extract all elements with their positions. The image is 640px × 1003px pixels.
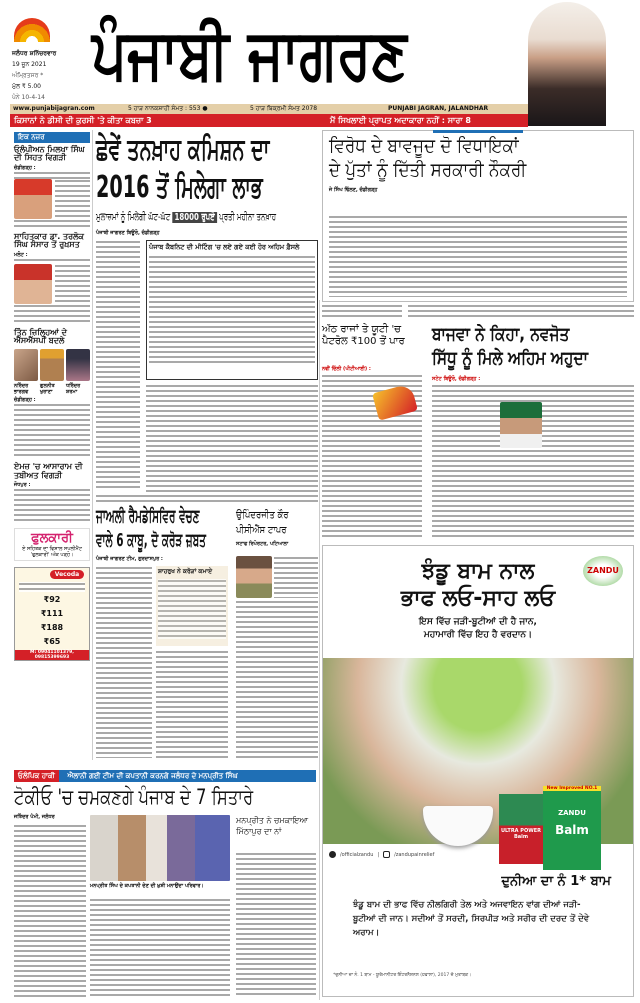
- publisher: PUNJABI JAGRAN, JALANDHAR: [388, 105, 489, 112]
- remdesivir-headline-line1: ਜਾਅਲੀ ਰੈਮਡੇਸਿਵਿਰ ਵੇਚਣ: [96, 506, 200, 527]
- ad-price: ₹188: [40, 623, 64, 633]
- masthead-title: ਪੰਜਾਬੀ ਜਾਗਰਣ: [92, 13, 407, 95]
- edition-city: ਅੰਮ੍ਰਿਤਸਰ *: [12, 72, 44, 79]
- ad-tagline-line2: ਮਹਾਮਾਰੀ ਵਿੱਚ ਇਹ ਹੈ ਵਰਦਾਨ।: [423, 630, 533, 641]
- remdesivir-dateline: ਪੰਜਾਬੀ ਜਾਗਰਣ ਟੀਮ, ਗੁਰਦਾਸਪੁਰ :: [96, 556, 163, 562]
- ad-tagline-line1: ਇਸ ਵਿੱਚ ਜੜੀ-ਬੂਟੀਆਂ ਦੀ ਹੈ ਜਾਨ,: [419, 617, 537, 628]
- pack2-brand: ZANDU: [558, 809, 586, 817]
- bajwa-headline: [432, 326, 632, 369]
- ad-headline-line2: ਭਾਫ ਲਓ-ਸਾਹ ਲਓ: [400, 586, 556, 612]
- ultra-power-pack: [499, 794, 543, 864]
- mla-dateline: ਜੇ ਸਿੰਘ ਢਿੱਲਣ, ਚੰਡੀਗੜ੍ਹ: [329, 186, 378, 193]
- website-link[interactable]: www.punjabijagran.com: [13, 105, 95, 112]
- lead-headline: [96, 134, 318, 203]
- ad-claim: ਦੁਨੀਆ ਦਾ ਨੰ 1* ਬਾਮ: [501, 874, 611, 889]
- cover-photo: [528, 2, 606, 126]
- ad-price: ₹92: [43, 595, 61, 605]
- brief-dateline: ਚੰਡੀਗੜ੍ਹ :: [14, 164, 36, 171]
- milkha-singh-photo: [14, 179, 52, 219]
- ssp-name: ਧਰਿੰਦਰ ਸ਼ਰਮਾ: [66, 383, 81, 396]
- pack1-label: ULTRA POWER: [501, 828, 541, 834]
- pcs-headline-line1: ਉਪਿੰਦਰਜੀਤ ਕੌਰ: [236, 510, 289, 521]
- sports-kicker-text: ਐਲਾਨੀ ਗਈ ਟੀਮ ਦੀ ਕਪਤਾਨੀ ਕਰਨਗੇ ਜਲੰਧਰ ਦੇ ਮਨਪ੍ਰੀਤ ਸਿੰਘ: [67, 772, 238, 780]
- classified-ad[interactable]: [14, 567, 90, 661]
- ad-price: ₹65: [43, 637, 61, 647]
- pack2-label: Balm: [555, 823, 589, 837]
- mla-story-box: [322, 130, 634, 302]
- lead-dateline: ਪੰਜਾਬੀ ਜਾਗਰਣ ਬਿਊਰੋ, ਚੰਡੀਗੜ੍ਹ: [96, 230, 160, 236]
- cabinet-box-title: ਪੰਜਾਬ ਕੈਬਨਿਟ ਦੀ ਮੀਟਿੰਗ 'ਚ ਲਏ ਗਏ ਕਈ ਹੋਰ ਅਹਿਮ ਫ਼ੈਸਲੇ: [149, 243, 300, 251]
- pcs-dateline: ਸਟਾਫ ਰਿਪੋਰਟਰ, ਪਟਿਆਲਾ: [236, 541, 289, 547]
- brief-headline: ਤਿੰਨ ਜ਼ਿਲ੍ਹਿਆਂ ਦੇ ਐੱਸਐੱਸਪੀ ਬਦਲੇ: [14, 327, 67, 345]
- page-count: ਪੰਨੇ 10-4-14: [12, 94, 45, 101]
- ssp-photo: [40, 349, 64, 381]
- ssp-name: ਨਰਿੰਦਰ ਭਾਰਗਵ: [14, 383, 29, 396]
- phulkari-title: ਫੁਲਕਾਰੀ: [31, 531, 73, 547]
- pcs-headline-line2: ਪੀਸੀਐੱਸ ਟਾਪਰ: [236, 525, 287, 536]
- issue-date: 19 ਜੂਨ 2021: [12, 61, 47, 68]
- sub-highlight: 18000 ਰੁਪਏ: [172, 212, 217, 223]
- bajwa-headline-line2: ਸਿੱਧੂ ਨੂੰ ਮਿਲੇ ਅਹਿਮ ਅਹੁਦਾ: [432, 347, 588, 369]
- instagram-icon: [383, 851, 390, 858]
- petrol-dateline: ਨਵੀਂ ਦਿੱਲੀ (ਪੀਟੀਆਈ) :: [322, 366, 371, 372]
- manpreet-family-photo: [90, 815, 230, 881]
- remdesivir-headline: [96, 508, 230, 551]
- brief-headline: ਓਲੰਪੀਅਨ ਮਿਲਖਾ ਸਿੰਘ ਦੀ ਸਿਹਤ ਵਿਗੜੀ: [14, 145, 85, 163]
- bajwa-headline-line1: ਬਾਜਵਾ ਨੇ ਕਿਹਾ, ਨਵਜੋਤ: [432, 324, 570, 345]
- sub-text: ਪ੍ਰਤੀ ਮਹੀਨਾ ਤਨਖ਼ਾਹ: [219, 212, 277, 223]
- shahrukh-box-title: ਸ਼ਾਹਰੁਖ ਨੇ ਕਰੋੜਾਂ ਕਮਾਏ: [158, 568, 213, 575]
- remdesivir-headline-line2: ਵਾਲੇ 6 ਕਾਬੂ, ਦੋ ਕਰੋੜ ਜ਼ਬਤ: [96, 529, 206, 551]
- ad-phone: M: 09041101379, 09815399693: [15, 650, 89, 660]
- zandu-ad[interactable]: ZANDU ਝੰਡੂ ਬਾਮ ਨਾਲ ਭਾਫ ਲਓ-ਸਾਹ ਲਓ ਇਸ ਵਿੱਚ ਜੜੀ-ਬੂਟੀਆਂ ਦੀ ਹੈ ਜਾਨ, ਮਹਾਮਾਰੀ ਵਿੱਚ ਇਹ ਹੈ ਵਰਦਾਨ। ULTRA POWER Balm New Improved NO.1 ZANDU Balm /officialzandu | /zandupainrelief ਦੁਨੀਆ ਦਾ ਨੰ 1* ਬਾਮ ਝੰਡੂ ਬਾਮ ਦੀ ਭਾਫ ਵਿੱਚ ਨੀਲਗਿਰੀ ਤੇਲ ਅਤੇ ਅਜਵਾਇਨ ਵਾਂਗ ਦੀਆਂ ਜੜੀ-ਬੂਟੀਆਂ ਦੀ ਜਾਨ। ਸਦੀਆਂ ਤੋਂ ਸਰਦੀ, ਸਿਰਪੀੜ ਅਤੇ ਸਰੀਰ ਦੀ ਦਰਦ ਤੋਂ ਦੇਵੇ ਅਰਾਮ। *ਦੁਨੀਆ ਦਾ ਨੰ. 1 ਬਾਮ - ਯੂਰੋਮਾਨੀਟਰ ਇੰਟਰਨੈਸ਼ਨਲ (ਹਵਾਲਾ), 2017 ਦੇ ਮੁਤਾਬਕ।: [322, 545, 634, 997]
- lead-subheadline: [96, 212, 276, 223]
- instagram-handle[interactable]: /zandupainrelief: [394, 851, 435, 858]
- teaser-strip: [10, 114, 528, 127]
- upinderjit-photo: [236, 556, 272, 598]
- price: ਮੁੱਲ ₹ 5.00: [12, 83, 41, 90]
- sports-dateline: ਜਤਿੰਦਰ ਪੰਮੀ, ਜਲੰਧਰ: [14, 814, 55, 820]
- ad-body: ਝੰਡੂ ਬਾਮ ਦੀ ਭਾਫ ਵਿੱਚ ਨੀਲਗਿਰੀ ਤੇਲ ਅਤੇ ਅਜਵਾਇਨ ਵਾਂਗ ਦੀਆਂ ਜੜੀ-ਬੂਟੀਆਂ ਦੀ ਜਾਨ। ਸਦੀਆਂ ਤੋਂ ਸਰਦੀ, ਸਿਰਪੀੜ ਅਤੇ ਸਰੀਰ ਦੀ ਦਰਦ ਤੋਂ ਦੇਵੇ ਅਰਾਮ।: [353, 900, 590, 938]
- lead-headline-line1: ਛੇਵੇਂ ਤਨਖ਼ਾਹ ਕਮਿਸ਼ਨ ਦਾ: [96, 132, 270, 167]
- pcs-headline: [236, 508, 318, 538]
- pack2-badge: New Improved NO.1: [543, 786, 601, 791]
- brief-dateline: ਮਲੋਟ :: [14, 251, 28, 258]
- photo-caption: ਮਨਪ੍ਰੀਤ ਸਿੰਘ ਦੇ ਕਪਤਾਨੀ ਦੇਣ ਦੀ ਖ਼ੁਸ਼ੀ ਮਨਾਉਂਦਾ ਪਰਿਵਾਰ।: [90, 883, 204, 889]
- edition-info: [12, 48, 82, 103]
- ad-brand: Vecoda: [50, 570, 84, 579]
- brief-headline: ਏਮਜ਼ 'ਚ ਆਸਾਰਾਮ ਦੀ ਤਬੀਅਤ ਵਿਗੜੀ: [14, 462, 83, 480]
- ad-price: ₹111: [40, 609, 64, 619]
- phulkari-text: ਏ ਸਹਿਤਕ ਦਾ ਵਿਸ਼ਾਲ ਸਪਲੀਮੈਂਟ 'ਫੁਲਕਾਰੀ' ਅੰਕ ਪੜ੍ਹੋ।: [22, 546, 82, 559]
- tarlok-singh-photo: [14, 264, 52, 304]
- edition-label: ਜਲੰਧਰ ਸ਼ਨਿੱਚਰਵਾਰ: [12, 50, 57, 57]
- balm-pack: [543, 786, 601, 870]
- shahrukh-box: [156, 566, 228, 646]
- phulkari-promo[interactable]: [14, 528, 90, 561]
- cabinet-box: [146, 240, 318, 380]
- info-strip: [10, 104, 528, 114]
- sports-headline: ਟੋਕੀਓ 'ਚ ਚਮਕਣਗੇ ਪੰਜਾਬ ਦੇ 7 ਸਿਤਾਰੇ: [14, 785, 254, 809]
- left-column: [14, 132, 90, 661]
- sports-kicker: ਓਲੰਪਿਕ ਹਾਕੀ: [14, 770, 59, 782]
- teaser-right[interactable]: ਮੈਂ ਸਿਖਲਾਈ ਪ੍ਰਾਪਤ ਅਦਾਕਾਰਾ ਨਹੀਂ : ਸਾਰਾ 8: [330, 116, 471, 125]
- mla-headline-line2: ਦੇ ਪੁੱਤਾਂ ਨੂੰ ਦਿੱਤੀ ਸਰਕਾਰੀ ਨੌਕਰੀ: [329, 158, 527, 181]
- bajwa-dateline: ਸਟੇਟ ਬਿਊਰੋ, ਚੰਡੀਗੜ੍ਹ :: [432, 376, 481, 382]
- petrol-headline: ਅੱਠ ਰਾਜਾਂ ਤੇ ਯੂਟੀ 'ਚ ਪੈਟਰੋਲ ₹100 ਤੋਂ ਪਾਰ: [322, 324, 405, 347]
- zandu-logo: ZANDU: [583, 556, 623, 586]
- brief-dateline: ਜੋਧਪੁਰ :: [14, 482, 31, 489]
- lead-headline-line2: 2016 ਤੋਂ ਮਿਲੇਗਾ ਲਾਭ: [96, 169, 263, 205]
- ssp-name: ਗੁਲਨੀਤ ਖੁਰਾਣਾ: [40, 383, 55, 396]
- teaser-left[interactable]: ਕਿਸਾਨਾਂ ਨੇ ਡੀਸੀ ਦੀ ਕੁਰਸੀ 'ਤੇ ਕੀਤਾ ਕਬਜ਼ਾ 3: [14, 116, 152, 125]
- manpreet-side-headline: ਮਨਪ੍ਰੀਤ ਨੇ ਚਮਕਾਇਆ ਮਿੱਠਾਪੁਰ ਦਾ ਨਾਂ: [236, 816, 309, 836]
- mla-headline-line1: ਵਿਰੋਧ ਦੇ ਬਾਵਜੂਦ ਦੋ ਵਿਧਾਇਕਾਂ: [329, 135, 519, 157]
- ad-headline-line1: ਝੰਡੂ ਬਾਮ ਨਾਲ: [421, 559, 535, 584]
- nanakshahi-samvat: 5 ਹਾੜ ਨਾਨਕਸ਼ਾਹੀ ਸੰਮਤ : 553 ●: [128, 105, 208, 112]
- ssp-photo: [14, 349, 38, 381]
- brief-dateline: ਚੰਡੀਗੜ੍ਹ :: [14, 397, 36, 404]
- logo-icon: [14, 18, 50, 42]
- ad-footnote: *ਦੁਨੀਆ ਦਾ ਨੰ. 1 ਬਾਮ - ਯੂਰੋਮਾਨੀਟਰ ਇੰਟਰਨੈਸ਼ਨਲ (ਹਵਾਲਾ), 2017 ਦੇ ਮੁਤਾਬਕ।: [333, 973, 472, 978]
- sub-text: ਮੁਲਾਜ਼ਮਾਂ ਨੂੰ ਮਿਲੇਗੀ ਘੱਟ-ਘੱਟ: [96, 212, 171, 223]
- section-header: ਇਕ ਨਜ਼ਰ: [14, 132, 90, 143]
- sports-kicker-bar: [14, 770, 316, 782]
- pack1-sub: Balm: [513, 834, 529, 840]
- ssp-photo: [66, 349, 90, 381]
- brief-headline: ਸਾਹਿਤਕਾਰ ਡਾ. ਤਰਲੋਕ ਸਿੰਘ ਸੰਸਾਰ ਤੋਂ ਰੁਖ਼ਸਤ: [14, 231, 84, 250]
- bikrami-samvat: 5 ਹਾੜ ਬਿਕ੍ਰਮੀ ਸੰਮਤ 2078: [250, 105, 318, 112]
- facebook-icon: [329, 851, 336, 858]
- facebook-handle[interactable]: /officialzandu: [340, 851, 374, 858]
- bajwa-photo: [500, 402, 542, 448]
